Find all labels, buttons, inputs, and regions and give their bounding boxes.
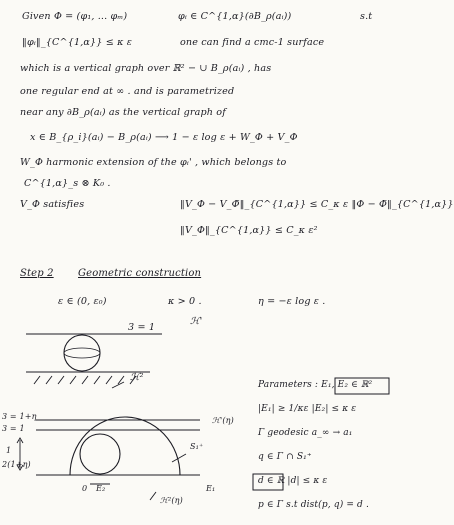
fig2-h2: ℋ²(η) bbox=[160, 496, 183, 505]
fig2-lvl3: 1 bbox=[6, 446, 12, 455]
right-geodesic bbox=[0, 428, 400, 448]
right-parameters bbox=[0, 380, 400, 400]
sphere-equator bbox=[64, 348, 100, 358]
parameters-text: Parameters : E₁, E₂ ∈ ℝ² bbox=[258, 380, 373, 390]
function-space: C^{1,α}_s ⊗ K₀ . bbox=[24, 178, 111, 189]
right-q bbox=[0, 452, 400, 472]
right-d bbox=[0, 476, 400, 496]
regular-end-text: one regular end at ∞ . and is parametrized bbox=[20, 86, 235, 97]
d-text: d ∈ ℝ |d| ≤ κ ε bbox=[258, 476, 328, 486]
such-that: s.t bbox=[360, 11, 373, 22]
fig2-origin: 0 bbox=[82, 484, 88, 493]
fig1-labels bbox=[0, 316, 400, 342]
fig1-bottom-label: ℋ² bbox=[130, 372, 144, 383]
right-p bbox=[0, 500, 400, 520]
fig1-top-label: ℋ' bbox=[190, 316, 203, 327]
fig2-e1: E₁ bbox=[206, 484, 216, 493]
fig2-lvl1: 3 = 1+η bbox=[2, 412, 37, 421]
q-text: q ∈ Γ ∩ S₁⁺ bbox=[258, 452, 312, 462]
fig1-level: 3 = 1 bbox=[128, 322, 156, 333]
geodesic-text: Γ geodesic a_∞ → a₁ bbox=[258, 428, 353, 438]
harmonic-extension-text: W_Φ harmonic extension of the φᵢ' , which belongs to bbox=[20, 157, 287, 168]
kappa-positive: κ > 0 . bbox=[168, 296, 202, 307]
graph-map-formula: x ∈ B_{ρ_i}(aᵢ) − B_ρ(aᵢ) ⟶ 1 − ε log ε + W_Φ + V_Φ bbox=[30, 132, 298, 143]
size-estimate: ‖V_Φ‖_{C^{1,α}} ≤ C_κ ε² bbox=[180, 225, 318, 236]
step2-title: Geometric construction bbox=[78, 268, 202, 279]
near-boundary-text: near any ∂B_ρ(aᵢ) as the vertical graph of bbox=[20, 107, 226, 118]
vertical-graph-text: which is a vertical graph over ℝ² − ∪ B_ρ(aᵢ) , has bbox=[20, 63, 272, 74]
right-bounds bbox=[0, 404, 400, 424]
lipschitz-estimate: ‖V_Φ − V_Φ̃‖_{C^{1,α}} ≤ C_κ ε ‖Φ − Φ̃‖_{C^{1,α}} bbox=[180, 199, 454, 210]
epsilon-range: ε ∈ (0, ε₀) bbox=[58, 296, 107, 307]
norm-bound: ‖φᵢ‖_{C^{1,α}} ≤ κ ε bbox=[22, 37, 133, 48]
fig2-lvl2: 3 = 1 bbox=[2, 424, 25, 433]
eta-definition: η = −ε log ε . bbox=[258, 296, 326, 307]
fig2-lvl4: 2(1+η) bbox=[2, 460, 31, 469]
bounds-text: |E₁| ≥ 1/κε |E₂| ≤ κ ε bbox=[258, 404, 357, 414]
fig2-h1: ℋ'(η) bbox=[212, 416, 234, 425]
step2-label: Step 2 bbox=[20, 268, 54, 279]
fig2-e2: E₂ bbox=[96, 484, 106, 493]
phi-regularity: φᵢ ∈ C^{1,α}(∂B_ρ(aᵢ)) bbox=[178, 11, 292, 22]
fig2-s: S₁⁺ bbox=[190, 442, 204, 451]
given-text: Given Φ = (φ₁, ... φₘ) bbox=[22, 11, 128, 22]
one-can-find: one can find a cmc-1 surface bbox=[180, 37, 325, 48]
p-text: p ∈ Γ s.t dist(p, q) = d . bbox=[258, 500, 369, 510]
satisfies-text: V_Φ satisfies bbox=[20, 199, 85, 210]
